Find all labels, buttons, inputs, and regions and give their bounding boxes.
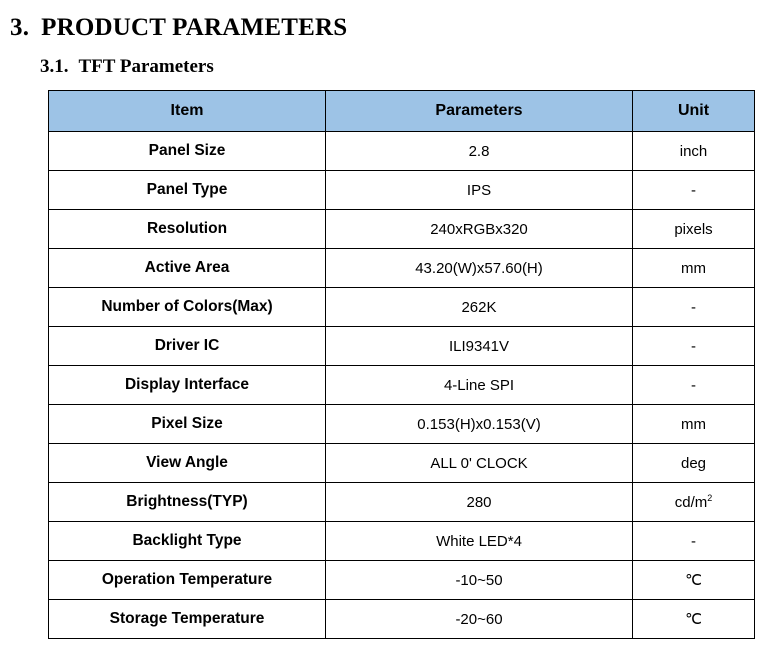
table-row bbox=[49, 210, 755, 249]
cell-parameter: IPS bbox=[326, 171, 633, 210]
cell-parameter: 262K bbox=[326, 288, 633, 327]
table-row bbox=[49, 522, 755, 561]
cell-parameter: 0.153(H)x0.153(V) bbox=[326, 405, 633, 444]
cell-unit: ℃ bbox=[633, 600, 755, 639]
cell-unit: - bbox=[633, 327, 755, 366]
cell-item: Backlight Type bbox=[49, 522, 326, 561]
cell-unit: mm bbox=[633, 405, 755, 444]
table-row bbox=[49, 405, 755, 444]
cell-item: Resolution bbox=[49, 210, 326, 249]
cell-item: Driver IC bbox=[49, 327, 326, 366]
cell-parameter: White LED*4 bbox=[326, 522, 633, 561]
tft-parameters-table bbox=[48, 90, 755, 639]
cell-unit: inch bbox=[633, 132, 755, 171]
table-header bbox=[49, 91, 755, 132]
table-row bbox=[49, 483, 755, 522]
cell-parameter: ALL 0' CLOCK bbox=[326, 444, 633, 483]
table-row bbox=[49, 249, 755, 288]
cell-unit: pixels bbox=[633, 210, 755, 249]
subsection-heading bbox=[0, 42, 780, 78]
subsection-number: 3.1. bbox=[40, 56, 69, 77]
column-header-item: Item bbox=[49, 91, 326, 132]
table-row bbox=[49, 444, 755, 483]
table-row bbox=[49, 288, 755, 327]
section-title-text: PRODUCT PARAMETERS bbox=[41, 14, 348, 41]
cell-parameter: -20~60 bbox=[326, 600, 633, 639]
section-number: 3. bbox=[10, 14, 30, 41]
table-body bbox=[49, 132, 755, 639]
table-row bbox=[49, 171, 755, 210]
cell-unit-exponent: 2 bbox=[707, 493, 713, 503]
cell-unit-base: cd/m bbox=[674, 494, 708, 511]
table-row bbox=[49, 132, 755, 171]
table-row bbox=[49, 366, 755, 405]
cell-item: Operation Temperature bbox=[49, 561, 326, 600]
cell-item: Panel Size bbox=[49, 132, 326, 171]
cell-item: View Angle bbox=[49, 444, 326, 483]
cell-parameter: ILI9341V bbox=[326, 327, 633, 366]
table-header-row bbox=[49, 91, 755, 132]
cell-item: Display Interface bbox=[49, 366, 326, 405]
cell-unit: - bbox=[633, 366, 755, 405]
table-row bbox=[49, 327, 755, 366]
cell-item: Brightness(TYP) bbox=[49, 483, 326, 522]
cell-unit bbox=[633, 483, 755, 522]
cell-item: Number of Colors(Max) bbox=[49, 288, 326, 327]
section-heading bbox=[0, 0, 780, 42]
cell-unit: - bbox=[633, 288, 755, 327]
cell-unit: - bbox=[633, 522, 755, 561]
cell-unit: ℃ bbox=[633, 561, 755, 600]
cell-item: Storage Temperature bbox=[49, 600, 326, 639]
table-row bbox=[49, 561, 755, 600]
cell-parameter: 43.20(W)x57.60(H) bbox=[326, 249, 633, 288]
cell-unit: deg bbox=[633, 444, 755, 483]
column-header-unit: Unit bbox=[633, 91, 755, 132]
cell-parameter: -10~50 bbox=[326, 561, 633, 600]
tft-parameters-table-wrapper bbox=[48, 90, 754, 639]
subsection-title-text: TFT Parameters bbox=[78, 56, 214, 77]
cell-item: Pixel Size bbox=[49, 405, 326, 444]
cell-unit: - bbox=[633, 171, 755, 210]
cell-parameter: 2.8 bbox=[326, 132, 633, 171]
cell-item: Panel Type bbox=[49, 171, 326, 210]
cell-parameter: 240xRGBx320 bbox=[326, 210, 633, 249]
cell-unit: mm bbox=[633, 249, 755, 288]
cell-parameter: 4-Line SPI bbox=[326, 366, 633, 405]
cell-item: Active Area bbox=[49, 249, 326, 288]
table-row bbox=[49, 600, 755, 639]
column-header-parameters: Parameters bbox=[326, 91, 633, 132]
cell-parameter: 280 bbox=[326, 483, 633, 522]
